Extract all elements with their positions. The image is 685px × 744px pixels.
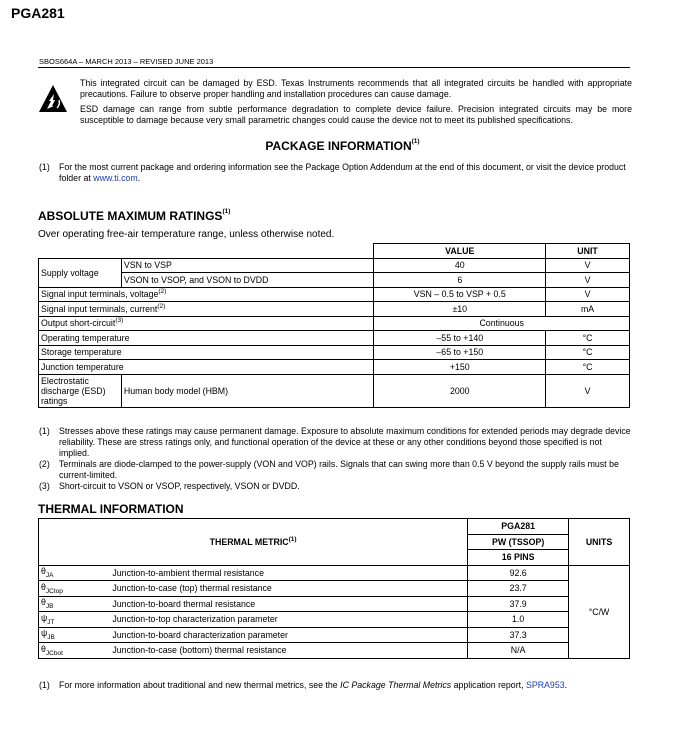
package-header: PW (TSSOP) xyxy=(468,534,569,550)
thermal-note: (1) For more information about traditional and new thermal metrics, see the IC Package Thermal Metrics application report, SPRA953. xyxy=(39,680,568,690)
amr-subtitle: Over operating free-air temperature range, unless otherwise noted. xyxy=(38,229,335,240)
esd-paragraph-1: This integrated circuit can be damaged by ESD. Texas Instruments recommends that all integrated circuits be handled with appropriate precautions. Failure to observe proper handling and installation procedures can cause damage. xyxy=(80,78,632,99)
esd-paragraph-2: ESD damage can range from subtle performance degradation to complete device failure. Precision integrated circuits may be more susceptible to damage because very small parametric changes could cause the device not to meet its published specifications. xyxy=(80,104,632,125)
amr-note-3: (3) Short-circuit to VSON or VSOP, respectively, VSON or DVDD. xyxy=(39,481,300,491)
device-header: PGA281 xyxy=(468,519,569,535)
supply-voltage-label: Supply voltage xyxy=(39,258,122,287)
amr-note-1: (1) Stresses above these ratings may cause permanent damage. Exposure to absolute maximum conditions for extended periods may degrade device reliability. These are stress ratings only, and functional operation of the device at these or any other conditions beyond those specified is not implied. xyxy=(39,426,631,458)
unit-header: UNIT xyxy=(546,244,630,259)
table-row: Signal input terminals, current$^{(2)}$ ±10 mA xyxy=(39,302,630,317)
header-rule xyxy=(38,67,630,68)
table-row: $\theta_{JCtop}$ Junction-to-case (top) thermal resistance 23.7 xyxy=(39,581,630,597)
table-row: Operating temperature –55 to +140 °C xyxy=(39,331,630,346)
table-row: Supply voltage VSN to VSP 40 V xyxy=(39,258,630,273)
spra953-link[interactable]: SPRA953 xyxy=(525,680,565,690)
table-row: VSON to VSOP, and VSON to DVDD 6 V xyxy=(39,273,630,288)
ti-website-link[interactable]: www.ti.com xyxy=(93,173,138,183)
units-header: UNITS xyxy=(569,519,630,566)
part-number: PGA281 xyxy=(11,5,65,21)
table-row: $\theta_{JA}$ Junction-to-ambient thermal resistance 92.6 °C/W xyxy=(39,565,630,581)
absolute-maximum-ratings-table xyxy=(38,243,630,408)
table-row: Junction temperature +150 °C xyxy=(39,360,630,375)
table-row: Storage temperature –65 to +150 °C xyxy=(39,345,630,360)
table-row: $\theta_{JB}$ Junction-to-board thermal resistance 37.9 xyxy=(39,596,630,612)
thermal-title: THERMAL INFORMATION xyxy=(38,502,184,516)
amr-title: ABSOLUTE MAXIMUM RATINGS$^{(1)}$ xyxy=(38,208,231,223)
table-row: Output short-circuit$^{(3)}$ Continuous xyxy=(39,316,630,331)
document-id: SBOS664A – MARCH 2013 – REVISED JUNE 2013 xyxy=(39,57,214,66)
note-number: (1) xyxy=(39,162,50,172)
package-info-note: (1) For the most current package and ordering information see the Package Option Addendum at the end of this document, or visit the device product folder at www.ti.com. xyxy=(39,162,626,183)
table-header-row xyxy=(39,244,630,259)
pins-header: 16 PINS xyxy=(468,550,569,566)
table-row: $\psi_{JB}$ Junction-to-board characterization parameter 37.3 xyxy=(39,627,630,643)
package-info-title: PACKAGE INFORMATION$^{(1)}$ xyxy=(265,138,420,153)
table-row: $\psi_{JT}$ Junction-to-top characterization parameter 1.0 xyxy=(39,612,630,628)
thermal-information-table xyxy=(38,518,630,659)
amr-note-2: (2) Terminals are diode-clamped to the power-supply (VON and VOP) rails. Signals that can swing more than 0.5 V beyond the supply rails must be current-limited. xyxy=(39,459,619,480)
note-text: For the most current package and ordering information see the Package Option Addendum at the end of this document, or visit the device product folder at xyxy=(59,162,626,183)
esd-warning-icon xyxy=(38,84,68,114)
thermal-metric-header: THERMAL METRIC$^{(1)}$ xyxy=(39,519,468,566)
thermal-units: °C/W xyxy=(569,565,630,658)
value-header: VALUE xyxy=(374,244,546,259)
table-row: $\theta_{JCbot}$ Junction-to-case (bottom) thermal resistance N/A xyxy=(39,643,630,659)
esd-ratings-label: Electrostatic discharge (ESD) ratings xyxy=(39,374,122,407)
table-row: Electrostatic discharge (ESD) ratings Human body model (HBM) 2000 V xyxy=(39,374,630,407)
table-row: Signal input terminals, voltage$^{(2)}$ VSN – 0.5 to VSP + 0.5 V xyxy=(39,287,630,302)
